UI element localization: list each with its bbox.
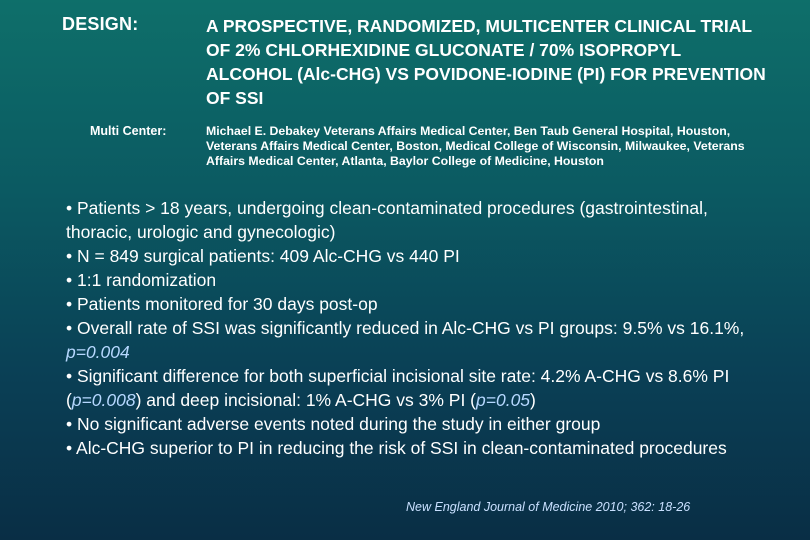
bullet-patients: • Patients > 18 years, undergoing clean-contaminated procedures (gastrointestinal, thoracic, urologic and gynecologic): [66, 198, 708, 242]
journal-citation: New England Journal of Medicine 2010; 362: 18-26: [406, 500, 691, 514]
p-value-deep: p=0.05: [476, 390, 531, 410]
findings-list: [66, 196, 766, 460]
bullet-monitoring: • Patients monitored for 30 days post-op: [66, 294, 378, 314]
incisional-text-b: ) and deep incisional: 1% A-CHG vs 3% PI (: [135, 390, 477, 410]
p-value-overall: p=0.004: [66, 342, 130, 362]
bullet-incisional: [66, 364, 766, 412]
multi-center-sites: Michael E. Debakey Veterans Affairs Medical Center, Ben Taub General Hospital, Houston, Veterans Affairs Medical Center, Boston, Medical College of Wisconsin, Milwaukee, Veterans Affairs Medical Center, Atlanta, Baylor College of Medicine, Houston: [206, 124, 745, 168]
design-title: A PROSPECTIVE, RANDOMIZED, MULTICENTER CLINICAL TRIAL OF 2% CHLORHEXIDINE GLUCONATE / 70% ISOPROPYL ALCOHOL (Alc-CHG) VS POVIDONE-IODINE (PI) FOR PREVENTION OF SSI: [206, 16, 766, 108]
bullet-randomization: • 1:1 randomization: [66, 270, 217, 290]
multi-center-label: Multi Center:: [90, 124, 167, 138]
bullet-conclusion: • Alc-CHG superior to PI in reducing the risk of SSI in clean-contaminated procedures: [66, 438, 727, 458]
design-label: DESIGN:: [62, 14, 139, 34]
overall-rate-text: • Overall rate of SSI was significantly reduced in Alc-CHG vs PI groups: 9.5% vs 16.1%,: [66, 318, 745, 338]
bullet-sample-size: • N = 849 surgical patients: 409 Alc-CHG vs 440 PI: [66, 246, 460, 266]
bullet-overall-rate: [66, 316, 766, 364]
incisional-text-a: • Significant difference for both superficial incisional site rate: 4.2% A-CHG vs 8.6% PI (: [66, 366, 730, 410]
incisional-text-c: ): [530, 390, 536, 410]
bullet-adverse-events: • No significant adverse events noted during the study in either group: [66, 414, 601, 434]
p-value-superficial: p=0.008: [71, 390, 136, 410]
